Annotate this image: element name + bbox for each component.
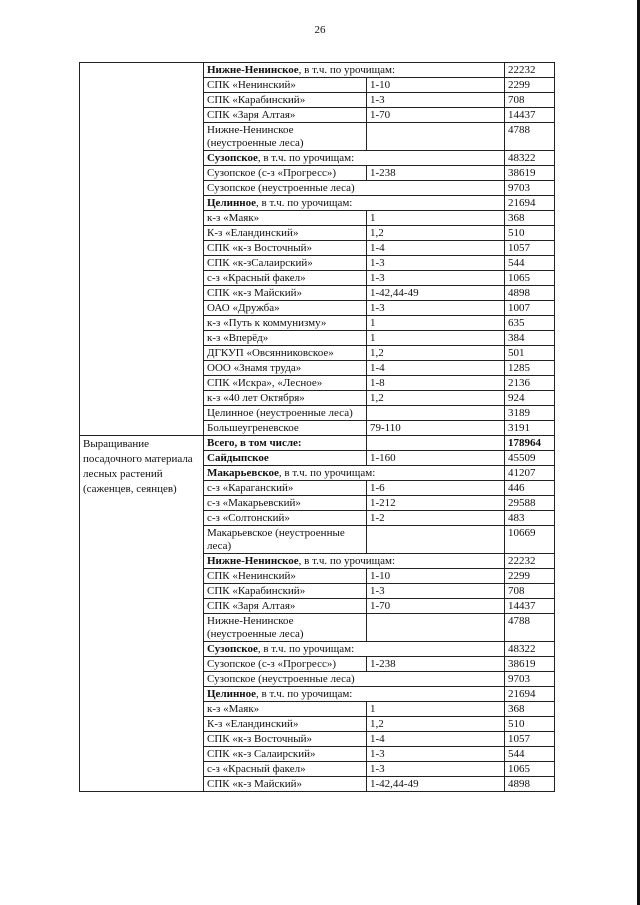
area-name-text: СПК «к-з Салаирский»: [207, 748, 316, 760]
area-name-cell: [204, 732, 367, 747]
area-value-cell: 1057: [505, 732, 555, 747]
area-value-cell: 446: [505, 481, 555, 496]
area-name-cell: [204, 481, 367, 496]
area-value-cell: 483: [505, 511, 555, 526]
table-row: [80, 436, 555, 451]
area-value-cell: 4788: [505, 614, 555, 642]
area-name-cell: [204, 301, 367, 316]
area-value-cell: 14437: [505, 108, 555, 123]
area-name-text: СПК «к-з Майский»: [207, 287, 303, 299]
area-value-cell: 4898: [505, 286, 555, 301]
quarter-range-cell: 1-2: [367, 511, 505, 526]
area-name-text: Сузопское (неустроенные леса): [207, 182, 355, 194]
area-value-cell: 544: [505, 256, 555, 271]
area-value-cell: 1057: [505, 241, 555, 256]
area-value-cell: 924: [505, 391, 555, 406]
quarter-range-cell: 1-3: [367, 256, 505, 271]
area-name-cell: [204, 421, 367, 436]
quarter-range-cell: 1-238: [367, 657, 505, 672]
area-name-text: , в т.ч. по урочищам:: [256, 688, 353, 700]
area-name-cell: [204, 391, 367, 406]
area-name-cell: [204, 316, 367, 331]
area-name-text: СПК «Заря Алтая»: [207, 109, 296, 121]
area-name-text: к-з «Путь к коммунизму»: [207, 317, 327, 329]
area-name-text: СПК «Карабинский»: [207, 585, 306, 597]
area-value-cell: 708: [505, 93, 555, 108]
area-name-cell: [204, 256, 367, 271]
area-value-cell: 1007: [505, 301, 555, 316]
area-name-text: , в т.ч. по урочищам:: [256, 197, 353, 209]
area-value-cell: 2299: [505, 78, 555, 93]
area-name-text: Сузопское (с-з «Прогресс»): [207, 167, 337, 179]
area-name-text: Макарьевское (неустроенные леса): [207, 527, 345, 552]
quarter-range-cell: 1: [367, 316, 505, 331]
area-name-cell: [204, 93, 367, 108]
quarter-range-cell: 1-42,44-49: [367, 286, 505, 301]
area-value-cell: 544: [505, 747, 555, 762]
area-value-cell: 501: [505, 346, 555, 361]
area-value-cell: 708: [505, 584, 555, 599]
area-name-text: с-з «Красный факел»: [207, 272, 306, 284]
area-name-text: ОАО «Дружба»: [207, 302, 280, 314]
quarter-range-cell: 1-160: [367, 451, 505, 466]
area-name-cell: [204, 151, 505, 166]
quarter-range-cell: [367, 123, 505, 151]
area-name-cell: [204, 777, 367, 792]
area-name-cell: [204, 108, 367, 123]
area-name-text: , в т.ч. по урочищам:: [298, 64, 396, 76]
area-name-cell: [204, 63, 505, 78]
area-name-cell: [204, 687, 505, 702]
table-row: [80, 63, 555, 78]
area-name-text: с-з «Красный факел»: [207, 763, 306, 775]
quarter-range-cell: 1-6: [367, 481, 505, 496]
area-value-cell: 14437: [505, 599, 555, 614]
quarter-range-cell: 1-3: [367, 762, 505, 777]
area-name-cell: [204, 657, 367, 672]
area-name-text: СПК «к-з Восточный»: [207, 733, 313, 745]
quarter-range-cell: [367, 614, 505, 642]
quarter-range-cell: 1-3: [367, 93, 505, 108]
area-value-cell: 38619: [505, 166, 555, 181]
area-name-text: с-з «Караганский»: [207, 482, 294, 494]
area-name-cell: [204, 672, 505, 687]
area-name-bold: Макарьевское: [207, 467, 279, 479]
area-name-text: Большеугреневское: [207, 422, 299, 434]
area-value-cell: 635: [505, 316, 555, 331]
area-name-cell: [204, 376, 367, 391]
area-name-text: СПК «Заря Алтая»: [207, 600, 296, 612]
area-name-text: СПК «Искра», «Лесное»: [207, 377, 323, 389]
area-name-text: ДГКУП «Овсянниковское»: [207, 347, 334, 359]
area-name-cell: [204, 181, 505, 196]
purpose-cell: Выращивание посадочного материала лесных растений (саженцев, сеянцев): [80, 436, 204, 792]
area-value-cell: 10669: [505, 526, 555, 554]
quarter-range-cell: 1-3: [367, 301, 505, 316]
quarter-range-cell: 1-212: [367, 496, 505, 511]
area-name-cell: [204, 642, 505, 657]
quarter-range-cell: 1-8: [367, 376, 505, 391]
area-value-cell: 9703: [505, 181, 555, 196]
quarter-range-cell: [367, 526, 505, 554]
area-value-cell: 9703: [505, 672, 555, 687]
quarter-range-cell: 1-3: [367, 271, 505, 286]
area-name-cell: [204, 496, 367, 511]
area-name-text: СПК «к-з Майский»: [207, 778, 303, 790]
area-name-text: к-з «Маяк»: [207, 703, 260, 715]
area-name-cell: [204, 599, 367, 614]
area-name-text: с-з «Солтонский»: [207, 512, 290, 524]
area-name-bold: Нижне-Ненинское: [207, 64, 299, 76]
forest-area-table: [79, 62, 555, 792]
quarter-range-cell: 1-10: [367, 78, 505, 93]
area-name-cell: [204, 584, 367, 599]
area-name-cell: [204, 511, 367, 526]
area-name-cell: [204, 123, 367, 151]
area-value-cell: 384: [505, 331, 555, 346]
area-name-cell: [204, 466, 505, 481]
quarter-range-cell: 1,2: [367, 391, 505, 406]
area-value-cell: 510: [505, 717, 555, 732]
quarter-range-cell: 1,2: [367, 226, 505, 241]
area-name-cell: [204, 331, 367, 346]
area-name-cell: [204, 271, 367, 286]
quarter-range-cell: 79-110: [367, 421, 505, 436]
area-value-cell: 2136: [505, 376, 555, 391]
area-value-cell: 21694: [505, 687, 555, 702]
area-value-cell: 2299: [505, 569, 555, 584]
area-name-text: К-з «Еландинский»: [207, 718, 299, 730]
quarter-range-cell: 1,2: [367, 717, 505, 732]
quarter-range-cell: [367, 406, 505, 421]
area-value-cell: 368: [505, 211, 555, 226]
area-name-bold: Целинное: [207, 197, 257, 209]
area-name-cell: [204, 554, 505, 569]
area-value-cell: 29588: [505, 496, 555, 511]
area-name-text: СПК «к-зСалаирский»: [207, 257, 313, 269]
area-value-cell: 4898: [505, 777, 555, 792]
area-name-text: СПК «Ненинский»: [207, 79, 296, 91]
area-name-text: Сузопское (неустроенные леса): [207, 673, 355, 685]
area-value-cell: 3191: [505, 421, 555, 436]
area-name-cell: [204, 436, 367, 451]
quarter-range-cell: 1,2: [367, 346, 505, 361]
quarter-range-cell: 1-42,44-49: [367, 777, 505, 792]
area-name-bold: Сузопское: [207, 152, 258, 164]
area-name-cell: [204, 166, 367, 181]
area-name-bold: Целинное: [207, 688, 257, 700]
area-name-bold: Всего, в том числе:: [207, 437, 302, 449]
quarter-range-cell: 1-4: [367, 361, 505, 376]
quarter-range-cell: 1: [367, 702, 505, 717]
quarter-range-cell: [367, 436, 505, 451]
area-name-text: с-з «Макарьевский»: [207, 497, 301, 509]
area-name-cell: [204, 762, 367, 777]
area-name-cell: [204, 717, 367, 732]
area-value-cell: 1065: [505, 271, 555, 286]
quarter-range-cell: 1-3: [367, 747, 505, 762]
area-name-text: , в т.ч. по урочищам:: [257, 152, 355, 164]
area-name-cell: [204, 702, 367, 717]
area-value-cell: 41207: [505, 466, 555, 481]
purpose-cell-empty: [80, 63, 204, 436]
area-name-text: к-з «Вперёд»: [207, 332, 269, 344]
area-name-cell: [204, 346, 367, 361]
area-value-cell: 22232: [505, 554, 555, 569]
quarter-range-cell: 1-238: [367, 166, 505, 181]
area-name-text: СПК «к-з Восточный»: [207, 242, 313, 254]
quarter-range-cell: 1-4: [367, 732, 505, 747]
area-name-bold: Сайдыпское: [207, 452, 269, 464]
area-value-cell: 1065: [505, 762, 555, 777]
area-name-text: Целинное (неустроенные леса): [207, 407, 353, 419]
area-name-text: , в т.ч. по урочищам:: [278, 467, 376, 479]
area-name-cell: [204, 78, 367, 93]
area-value-cell: 45509: [505, 451, 555, 466]
area-name-text: СПК «Ненинский»: [207, 570, 296, 582]
area-name-cell: [204, 406, 367, 421]
area-value-cell: 38619: [505, 657, 555, 672]
quarter-range-cell: 1: [367, 331, 505, 346]
area-name-cell: [204, 526, 367, 554]
area-name-text: Сузопское (с-з «Прогресс»): [207, 658, 337, 670]
quarter-range-cell: 1-4: [367, 241, 505, 256]
quarter-range-cell: 1-70: [367, 108, 505, 123]
area-name-bold: Сузопское: [207, 643, 258, 655]
area-value-cell: 3189: [505, 406, 555, 421]
area-name-cell: [204, 241, 367, 256]
area-name-cell: [204, 361, 367, 376]
area-name-text: К-з «Еландинский»: [207, 227, 299, 239]
quarter-range-cell: 1-10: [367, 569, 505, 584]
area-name-text: , в т.ч. по урочищам:: [298, 555, 396, 567]
area-name-cell: [204, 747, 367, 762]
area-name-text: к-з «40 лет Октября»: [207, 392, 305, 404]
area-value-cell: 48322: [505, 151, 555, 166]
area-name-cell: [204, 196, 505, 211]
page-number: 26: [314, 24, 326, 36]
area-name-cell: [204, 211, 367, 226]
area-value-cell: 48322: [505, 642, 555, 657]
area-value-cell: 22232: [505, 63, 555, 78]
area-name-text: , в т.ч. по урочищам:: [257, 643, 355, 655]
area-value-cell: 1285: [505, 361, 555, 376]
quarter-range-cell: 1-3: [367, 584, 505, 599]
area-name-text: Нижне-Ненинское (неустроенные леса): [207, 615, 304, 640]
area-value-cell: 368: [505, 702, 555, 717]
area-value-cell: 510: [505, 226, 555, 241]
area-name-text: ООО «Знамя труда»: [207, 362, 302, 374]
quarter-range-cell: 1-70: [367, 599, 505, 614]
area-name-cell: [204, 226, 367, 241]
area-name-cell: [204, 451, 367, 466]
area-name-text: СПК «Карабинский»: [207, 94, 306, 106]
area-name-text: к-з «Маяк»: [207, 212, 260, 224]
area-value-cell: 21694: [505, 196, 555, 211]
area-value-cell: 4788: [505, 123, 555, 151]
area-name-cell: [204, 286, 367, 301]
quarter-range-cell: 1: [367, 211, 505, 226]
area-name-bold: Нижне-Ненинское: [207, 555, 299, 567]
area-name-text: Нижне-Ненинское (неустроенные леса): [207, 124, 304, 149]
area-name-cell: [204, 569, 367, 584]
area-name-cell: [204, 614, 367, 642]
area-value-cell: 178964: [505, 436, 555, 451]
